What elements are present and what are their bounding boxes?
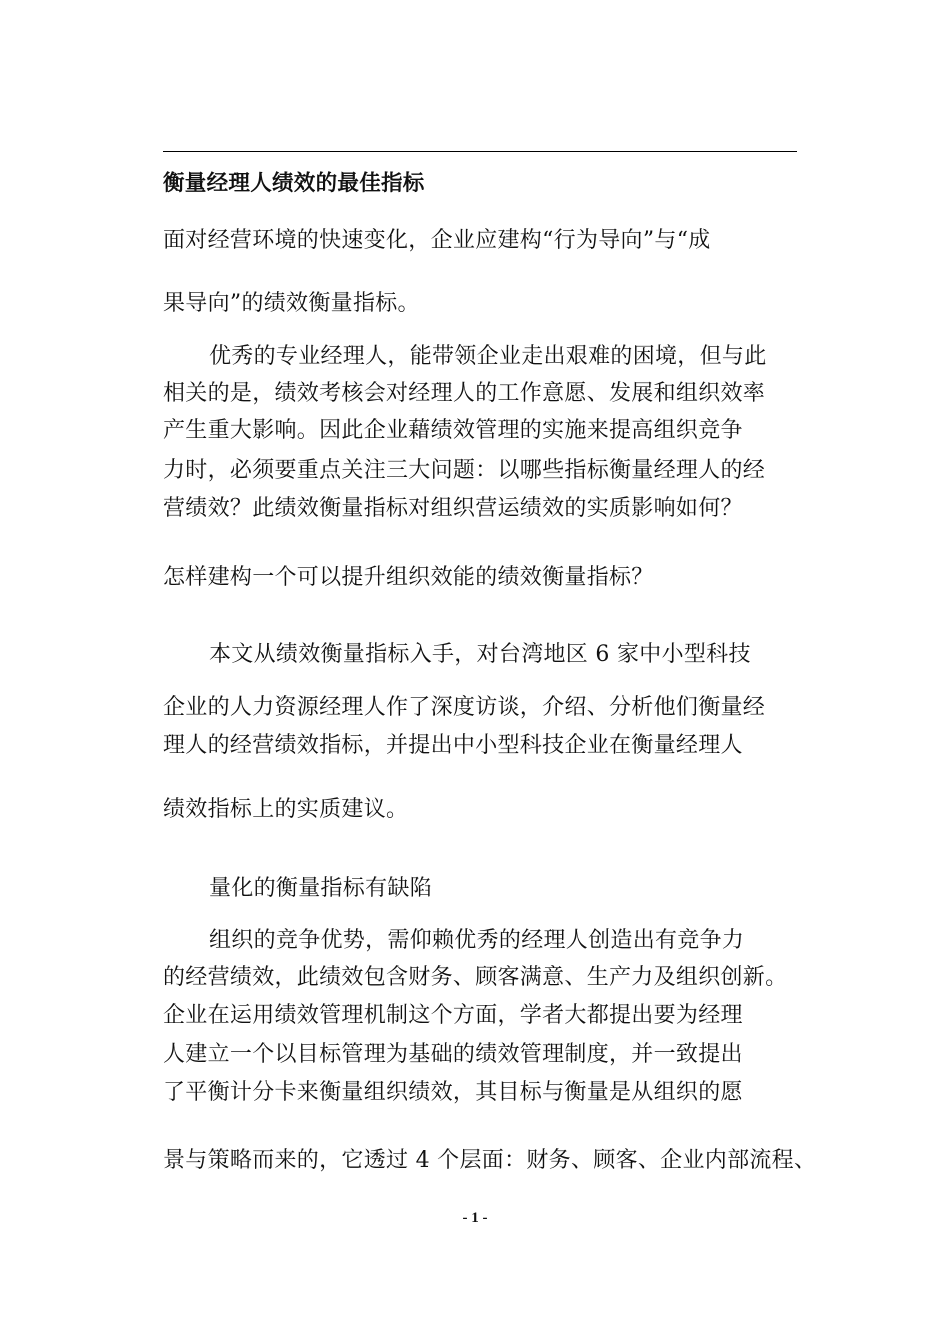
body-line: 面对经营环境的快速变化，企业应建构“行为导向”与“成	[163, 228, 711, 253]
document-title: 衡量经理人绩效的最佳指标	[163, 171, 425, 196]
header-rule	[163, 151, 797, 152]
body-line: 理人的经营绩效指标，并提出中小型科技企业在衡量经理人	[163, 733, 743, 758]
body-line: 果导向”的绩效衡量指标。	[163, 291, 420, 316]
page-number: - 1 -	[462, 1210, 488, 1226]
body-line: 怎样建构一个可以提升组织效能的绩效衡量指标？	[163, 565, 654, 590]
body-line: 企业的人力资源经理人作了深度访谈，介绍、分析他们衡量经	[163, 695, 766, 720]
body-line: 产生重大影响。因此企业藉绩效管理的实施来提高组织竞争	[163, 418, 743, 443]
body-line: 优秀的专业经理人，能带领企业走出艰难的困境，但与此	[209, 344, 767, 369]
body-line: 企业在运用绩效管理机制这个方面，学者大都提出要为经理	[163, 1003, 743, 1028]
body-line: 的经营绩效，此绩效包含财务、顾客满意、生产力及组织创新。	[163, 965, 788, 990]
body-line: 了平衡计分卡来衡量组织绩效，其目标与衡量是从组织的愿	[163, 1080, 743, 1105]
body-line: 人建立一个以目标管理为基础的绩效管理制度，并一致提出	[163, 1042, 743, 1067]
body-line: 力时，必须要重点关注三大问题：以哪些指标衡量经理人的经	[163, 458, 766, 483]
section-heading: 量化的衡量指标有缺陷	[209, 876, 433, 901]
body-line: 相关的是，绩效考核会对经理人的工作意愿、发展和组织效率	[163, 381, 766, 406]
body-line: 组织的竞争优势，需仰赖优秀的经理人创造出有竞争力	[209, 928, 745, 953]
body-line: 绩效指标上的实质建议。	[163, 797, 409, 822]
body-line: 营绩效？此绩效衡量指标对组织营运绩效的实质影响如何？	[163, 496, 743, 521]
body-line: 景与策略而来的，它透过 4 个层面：财务、顾客、企业内部流程、	[163, 1148, 817, 1173]
body-line: 本文从绩效衡量指标入手，对台湾地区 6 家中小型科技	[209, 642, 751, 667]
